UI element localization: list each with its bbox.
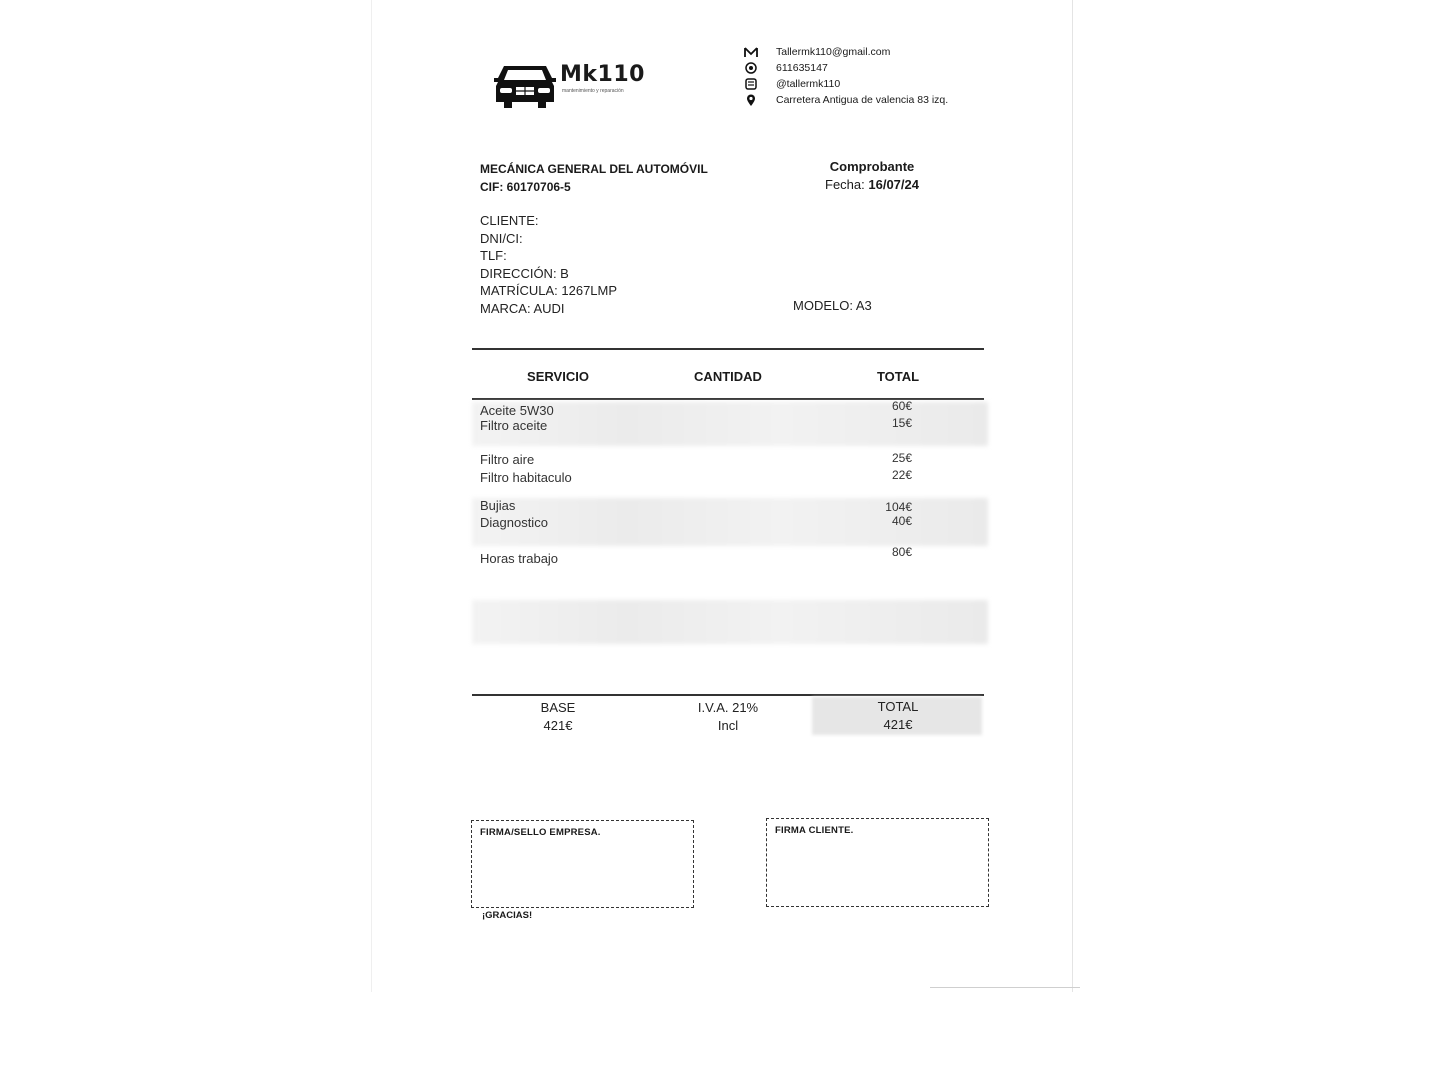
iva-value: Incl — [717, 718, 739, 733]
row-total: 40€ — [891, 514, 912, 528]
table-row: Bujias — [480, 498, 516, 513]
location-pin-icon — [744, 94, 758, 106]
client-address: DIRECCIÓN: B — [480, 265, 569, 281]
logo-tagline: mantenimiento y reparación — [562, 88, 624, 94]
table-row: Horas trabajo — [480, 551, 559, 566]
receipt-date: 16/07/24 — [868, 177, 919, 192]
receipt-title: Comprobante — [829, 159, 915, 174]
iva-label: I.V.A. 21% — [697, 700, 759, 715]
table-row: Aceite 5W30 — [480, 403, 554, 418]
contact-email-text: Tallermk110@gmail.com — [776, 46, 891, 58]
header-cantidad: CANTIDAD — [694, 369, 762, 384]
contact-email — [744, 44, 948, 60]
client-phone-label: TLF: — [480, 248, 507, 264]
logo-name: Mk110 — [560, 62, 645, 87]
summary-iva — [658, 699, 798, 735]
contact-phone — [744, 60, 948, 76]
client-model: MODELO: A3 — [793, 298, 872, 313]
company-logo — [490, 56, 650, 112]
whatsapp-icon — [744, 62, 758, 74]
base-label: BASE — [540, 700, 576, 715]
contact-address-text: Carretera Antigua de valencia 83 izq. — [776, 94, 949, 106]
client-dni-label: DNI/CI: — [480, 230, 523, 246]
car-logo-icon — [490, 56, 560, 112]
summary-total — [828, 698, 968, 734]
total-label: TOTAL — [877, 699, 919, 714]
client-signature-label: FIRMA CLIENTE. — [775, 825, 854, 836]
instagram-icon — [744, 78, 758, 90]
client-plate: MATRÍCULA: 1267LMP — [480, 283, 618, 299]
receipt-date-label: Fecha: — [825, 177, 865, 192]
company-info — [480, 160, 708, 196]
row-total: 15€ — [891, 416, 912, 430]
header-servicio: SERVICIO — [527, 369, 589, 384]
company-signature-box — [471, 820, 694, 908]
mail-icon — [744, 46, 758, 58]
total-value: 421€ — [883, 717, 913, 732]
client-brand: MARCA: AUDI — [480, 300, 565, 316]
receipt-page — [372, 0, 1072, 992]
company-cif: CIF: 60170706-5 — [480, 180, 571, 194]
contact-instagram-text: @tallermk110 — [776, 78, 841, 90]
row-band — [472, 600, 988, 644]
contact-instagram — [744, 76, 948, 92]
scan-edge-line — [930, 987, 1080, 988]
receipt-date-line — [792, 176, 952, 194]
table-row: Filtro habitaculo — [480, 470, 572, 485]
client-name-label: CLIENTE: — [480, 213, 539, 228]
contact-phone-text: 611635147 — [776, 62, 828, 74]
table-top-rule — [472, 348, 984, 350]
summary-rule — [472, 694, 984, 696]
row-total: 80€ — [891, 545, 912, 559]
row-total: 25€ — [891, 451, 912, 465]
company-signature-label: FIRMA/SELLO EMPRESA. — [480, 827, 601, 838]
base-value: 421€ — [543, 718, 573, 733]
company-name: MECÁNICA GENERAL DEL AUTOMÓVIL — [480, 162, 708, 176]
thanks-text: ¡GRACIAS! — [482, 910, 533, 921]
client-info — [480, 212, 617, 318]
table-row: Filtro aire — [480, 452, 535, 467]
row-total: 104€ — [885, 500, 912, 514]
row-total: 22€ — [891, 468, 912, 482]
contact-block — [744, 44, 948, 108]
client-signature-box — [766, 818, 989, 907]
receipt-header — [792, 158, 952, 194]
contact-address — [744, 92, 948, 108]
table-row: Filtro aceite — [480, 418, 548, 433]
row-total: 60€ — [891, 399, 912, 413]
table-row: Diagnostico — [480, 515, 548, 530]
header-total: TOTAL — [876, 369, 920, 384]
summary-base — [488, 699, 628, 735]
